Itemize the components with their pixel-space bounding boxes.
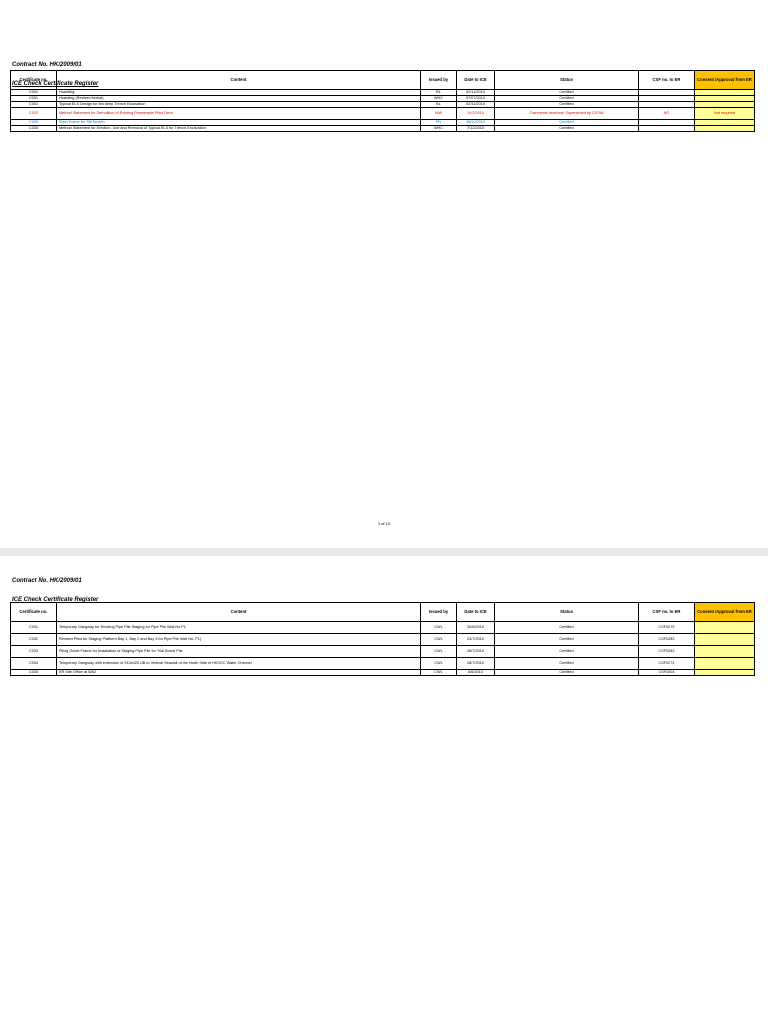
cell-status: Certified	[495, 634, 639, 646]
table-row	[11, 670, 755, 676]
cell-certificate-no: C035	[11, 670, 57, 676]
header-csf-no: CSF no. to ER	[639, 71, 695, 90]
cell-status: Certified	[495, 126, 639, 132]
certificate-table	[10, 70, 755, 132]
cell-date-to-ice: 02/11/2010	[457, 90, 495, 96]
header-issued-by: Issued by	[421, 71, 457, 90]
header-csf-no: CSF no. to ER	[639, 603, 695, 622]
cell-certificate-no: C034	[11, 658, 57, 670]
cell-csf-no: NO	[639, 108, 695, 120]
contract-number: Contract No. HK/2009/01	[12, 578, 82, 584]
register-title: ICE Check Certificate Register	[12, 81, 99, 87]
cell-content: Hoarding	[57, 90, 421, 96]
table-row	[11, 646, 755, 658]
cell-date-to-ice: 23/7/2010	[457, 634, 495, 646]
table-header-row	[11, 71, 755, 90]
certificate-table	[10, 602, 755, 676]
cell-issued-by: CWL	[421, 622, 457, 634]
table-row	[11, 658, 755, 670]
certificate-rows	[11, 622, 755, 676]
table-row	[11, 622, 755, 634]
cell-issued-by: CWL	[421, 646, 457, 658]
cell-certificate-no: C032	[11, 634, 57, 646]
cell-certificate-no: C002	[11, 102, 57, 108]
header-issued-by: Issued by	[421, 603, 457, 622]
header-consent-approval: Consent /Approval from ER	[695, 603, 755, 622]
cell-status: Certified	[495, 622, 639, 634]
cell-date-to-ice: 30/6/2010	[457, 622, 495, 634]
cell-issued-by: WHC	[421, 96, 457, 102]
header-status: Status	[495, 603, 639, 622]
page-number: 1 of 10	[377, 521, 391, 526]
cell-certificate-no: C033	[11, 646, 57, 658]
cell-status: Certified	[495, 102, 639, 108]
header-certificate-no: Certificate no.	[11, 603, 57, 622]
cell-content: Steel Frame for Silt Screen	[57, 120, 421, 126]
cell-consent	[695, 634, 755, 646]
cell-certificate-no: C031	[11, 622, 57, 634]
cell-status: Certified	[495, 646, 639, 658]
table-header-row	[11, 603, 755, 622]
cell-consent	[695, 646, 755, 658]
header-date-to-ice: Date to ICE	[457, 603, 495, 622]
cell-content: Typical ELS Design for 8m deep Trench Excavation	[57, 102, 421, 108]
cell-issued-by: CWL	[421, 658, 457, 670]
cell-date-to-ice: 26/7/2010	[457, 646, 495, 658]
register-page-2	[0, 556, 768, 1024]
cell-issued-by: WW	[421, 108, 457, 120]
cell-content: Method Statement for Erection, Use and Removal of Typical ELS for Trench Excavation	[57, 126, 421, 132]
table-row	[11, 108, 755, 120]
cell-date-to-ice: 8/6/2010	[457, 670, 495, 676]
cell-status: Certified	[495, 120, 639, 126]
cell-csf-no: CSF0274	[639, 658, 695, 670]
cell-content: Piling Guide Frame for Installation of Staging Pipe Pile for Trial Bored Pile	[57, 646, 421, 658]
cell-date-to-ice: 7/12/2010	[457, 126, 495, 132]
cell-date-to-ice: 28/7/2010	[457, 658, 495, 670]
cell-certificate-no: C020	[11, 108, 57, 120]
cell-certificate-no: C001	[11, 96, 57, 102]
cell-status: Certified	[495, 670, 639, 676]
cell-consent	[695, 622, 755, 634]
header-date-to-ice: Date to ICE	[457, 71, 495, 90]
cell-date-to-ice: 07/07/2010	[457, 96, 495, 102]
table-row	[11, 634, 755, 646]
cell-date-to-ice: 18/12/2010	[457, 120, 495, 126]
cell-issued-by: BL	[421, 90, 457, 96]
cell-certificate-no: C001	[11, 90, 57, 96]
register-title: ICE Check Certificate Register	[12, 597, 99, 603]
header-content: Content	[57, 71, 421, 90]
cell-content: Hoarding (Revised format)	[57, 96, 421, 102]
certificate-rows	[11, 90, 755, 132]
cell-csf-no	[639, 126, 695, 132]
cell-consent	[695, 670, 755, 676]
cell-csf-no: CSF0275	[639, 622, 695, 634]
cell-consent: Not required	[695, 108, 755, 120]
cell-csf-no: CSF0282	[639, 634, 695, 646]
cell-certificate-no: C035	[11, 120, 57, 126]
cell-content: Revised Piles for Staging Platform Bay 1, Bay 2 and Bay 3 for Pipe Pile Wall No. P1)	[57, 634, 421, 646]
contract-number: Contract No. HK/2009/01	[12, 62, 82, 68]
cell-content: Method Statement for Demolition of Existing Promenade Piled Deck	[57, 108, 421, 120]
cell-consent	[695, 658, 755, 670]
header-content: Content	[57, 603, 421, 622]
cell-issued-by: CWL	[421, 670, 457, 676]
cell-issued-by: WHC	[421, 126, 457, 132]
cell-status: Certified	[495, 96, 639, 102]
cell-issued-by: PN	[421, 120, 457, 126]
cell-certificate-no: C030	[11, 126, 57, 132]
header-consent-approval: Consent /Approval from ER	[695, 71, 755, 90]
cell-date-to-ice: 02/11/2010	[457, 102, 495, 108]
table-row	[11, 126, 755, 132]
cell-csf-no: CSF0304	[639, 670, 695, 676]
cell-issued-by: BL	[421, 102, 457, 108]
cell-content: Temporary Gangway for Erecting Pipe Pile Staging for Pipe Pile Wall No P1	[57, 622, 421, 634]
cell-status: Certified	[495, 658, 639, 670]
cell-status: Comments received/ Superseded by C079A	[495, 108, 639, 120]
header-certificate-no: Certificate no.	[11, 71, 57, 90]
cell-content: ER Site Office at WA2	[57, 670, 421, 676]
cell-consent	[695, 126, 755, 132]
header-status: Status	[495, 71, 639, 90]
cell-content: Temporary Gangway with extension of 914x025 UB to Vertical Seawall of the North Side of HKCEC Water Channel	[57, 658, 421, 670]
cell-date-to-ice: 10/2/2010	[457, 108, 495, 120]
cell-status: Certified	[495, 90, 639, 96]
cell-issued-by: CWL	[421, 634, 457, 646]
cell-csf-no: CSF0283	[639, 646, 695, 658]
